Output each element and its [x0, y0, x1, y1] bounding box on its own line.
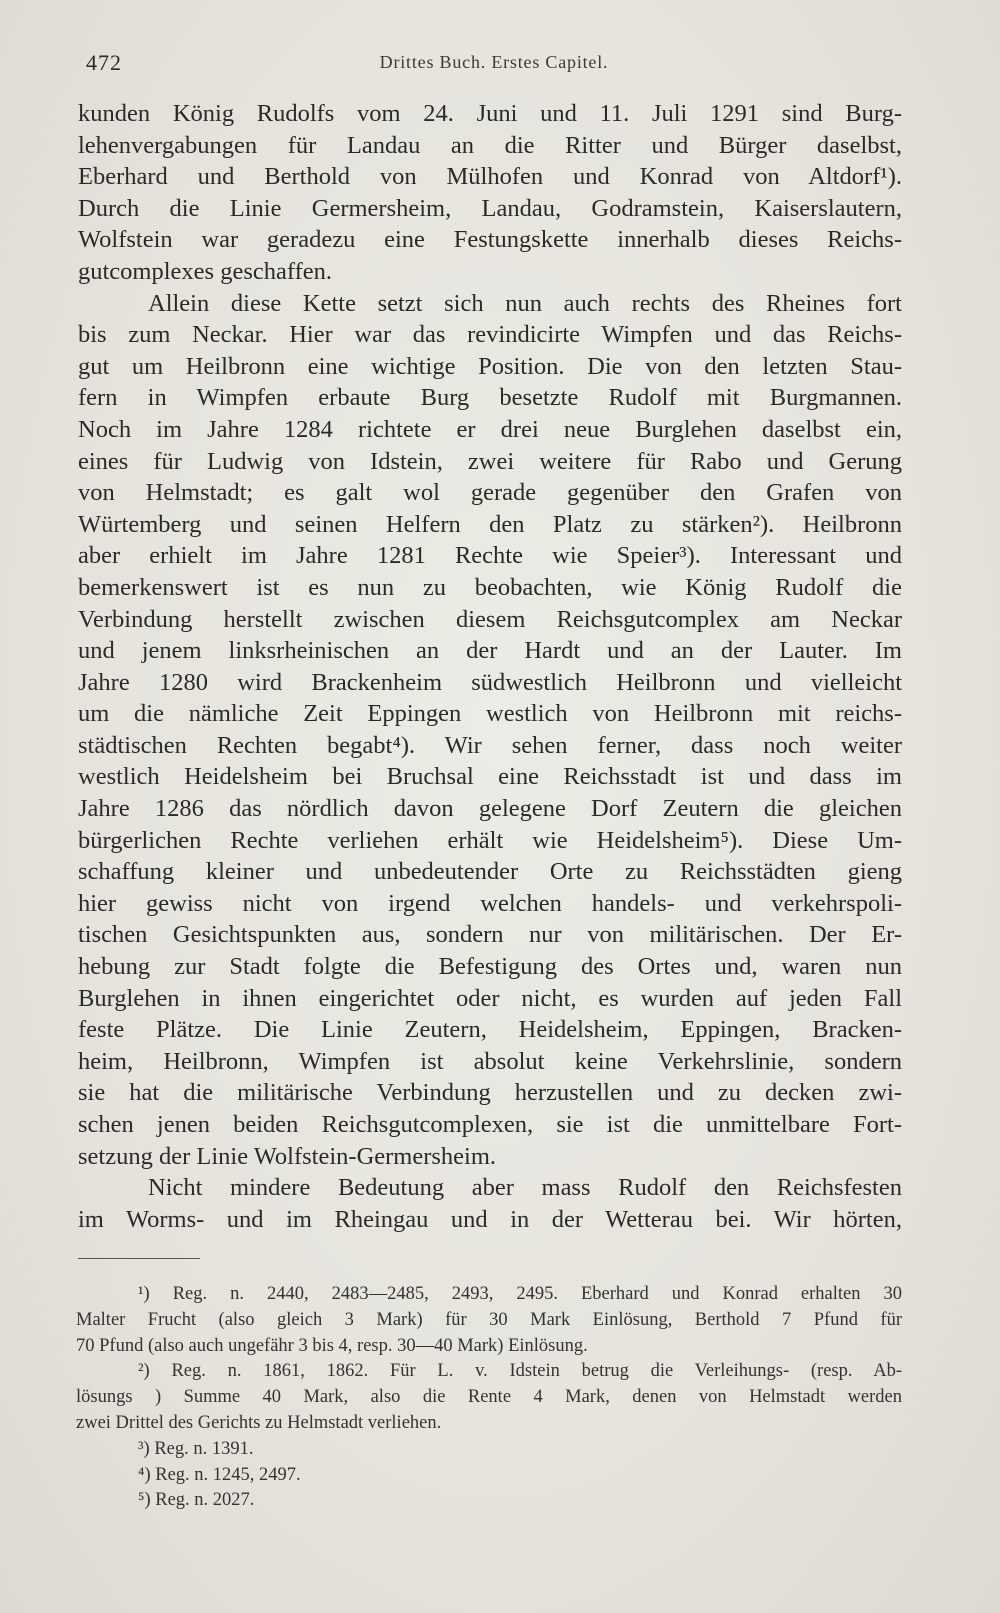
- text-line: Eberhard und Berthold von Mülhofen und Konrad von Altdorf¹).: [78, 163, 902, 191]
- text-line: bis zum Neckar. Hier war das revindicirte Wimpfen und das Reichs-: [78, 321, 902, 349]
- text-line: von Helmstadt; es galt wol gerade gegenüber den Grafen von: [78, 479, 902, 507]
- text-line: und jenem linksrheinischen an der Hardt und an der Lauter. Im: [78, 637, 902, 665]
- footnote-line: ⁴) Reg. n. 1245, 2497.: [138, 1464, 301, 1485]
- text-line: bemerkenswert ist es nun zu beobachten, wie König Rudolf die: [78, 573, 902, 601]
- footnote-line: ⁵) Reg. n. 2027.: [138, 1490, 255, 1511]
- text-line: um die nämliche Zeit Eppingen westlich von Heilbronn mit reichs-: [78, 700, 902, 728]
- footnote-line: ¹) Reg. n. 2440, 2483—2485, 2493, 2495. Eberhard und Konrad erhalten 30: [138, 1284, 902, 1304]
- text-line: schen jenen beiden Reichsgutcomplexen, sie ist die unmittelbare Fort-: [78, 1111, 902, 1138]
- footnote-line: lösungs ) Summe 40 Mark, also die Rente 4 Mark, denen von Helmstadt werden: [76, 1387, 902, 1408]
- text-line: hier gewiss nicht von irgend welchen handels- und verkehrspoli-: [78, 889, 902, 917]
- footnote-divider: [78, 1258, 200, 1259]
- text-line: hebung zur Stadt folgte die Befestigung des Ortes und, waren nun: [78, 953, 902, 981]
- text-line: Verbindung herstellt zwischen diesem Reichsgutcomplex am Neckar: [78, 605, 902, 633]
- footnote-line: ³) Reg. n. 1391.: [138, 1438, 254, 1459]
- text-line: Nicht mindere Bedeutung aber mass Rudolf den Reichsfesten: [148, 1174, 902, 1202]
- text-line: Durch die Linie Germersheim, Landau, Godramstein, Kaiserslautern,: [78, 194, 902, 222]
- text-line: Burglehen in ihnen eingerichtet oder nicht, es wurden auf jeden Fall: [78, 984, 902, 1012]
- text-line: städtischen Rechten begabt⁴). Wir sehen ferner, dass noch weiter: [78, 731, 902, 759]
- text-line: heim, Heilbronn, Wimpfen ist absolut keine Verkehrslinie, sondern: [78, 1047, 902, 1075]
- running-head: Drittes Buch. Erstes Capitel.: [379, 52, 609, 72]
- text-line: kunden König Rudolfs vom 24. Juni und 11. Juli 1291 sind Burg-: [78, 100, 902, 127]
- text-line: im Worms- und im Rheingau und in der Wetterau bei. Wir hörten,: [78, 1205, 902, 1233]
- text-line: eines für Ludwig von Idstein, zwei weitere für Rabo und Gerung: [78, 447, 902, 475]
- text-line: aber erhielt im Jahre 1281 Rechte wie Speier³). Interessant und: [78, 542, 902, 570]
- page-number: 472: [86, 50, 122, 75]
- text-line: westlich Heidelsheim bei Bruchsal eine Reichsstadt ist und dass im: [78, 763, 902, 791]
- footnote-line: zwei Drittel des Gerichts zu Helmstadt verliehen.: [76, 1412, 442, 1433]
- page-header: [86, 50, 902, 80]
- footnote-line: 70 Pfund (also auch ungefähr 3 bis 4, resp. 30—40 Mark) Einlösung.: [76, 1335, 588, 1356]
- main-text: [78, 98, 902, 1235]
- text-line: Jahre 1286 das nördlich davon gelegene Dorf Zeutern die gleichen: [78, 795, 902, 823]
- text-line: feste Plätze. Die Linie Zeutern, Heidelsheim, Eppingen, Bracken-: [78, 1016, 902, 1044]
- text-line: Noch im Jahre 1284 richtete er drei neue Burglehen daselbst ein,: [78, 415, 902, 443]
- footnote-line: Malter Frucht (also gleich 3 Mark) für 30 Mark Einlösung, Berthold 7 Pfund für: [76, 1309, 902, 1330]
- text-line: Wolfstein war geradezu eine Festungskette innerhalb dieses Reichs-: [78, 226, 902, 254]
- text-line: gut um Heilbronn eine wichtige Position. Die von den letzten Stau-: [78, 352, 902, 380]
- text-line: sie hat die militärische Verbindung herzustellen und zu decken zwi-: [78, 1079, 902, 1107]
- footnote-line: ²) Reg. n. 1861, 1862. Für L. v. Idstein betrug die Verleihungs- (resp. Ab-: [138, 1361, 902, 1382]
- text-line: Jahre 1280 wird Brackenheim südwestlich Heilbronn und vielleicht: [78, 668, 902, 696]
- text-line: bürgerlichen Rechte verliehen erhält wie Heidelsheim⁵). Diese Um-: [78, 826, 902, 854]
- text-line: fern in Wimpfen erbaute Burg besetzte Rudolf mit Burgmannen.: [78, 384, 902, 412]
- text-line: setzung der Linie Wolfstein-Germersheim.: [78, 1142, 497, 1170]
- text-line: lehenvergabungen für Landau an die Ritter und Bürger daselbst,: [78, 131, 902, 159]
- footnotes: [76, 1282, 902, 1514]
- text-line: Würtemberg und seinen Helfern den Platz zu stärken²). Heilbronn: [78, 510, 902, 538]
- text-line: gutcomplexes geschaffen.: [78, 257, 332, 285]
- text-line: schaffung kleiner und unbedeutender Orte zu Reichsstädten gieng: [78, 858, 902, 886]
- text-line: Allein diese Kette setzt sich nun auch rechts des Rheines fort: [148, 289, 902, 317]
- text-line: tischen Gesichtspunkten aus, sondern nur von militärischen. Der Er-: [78, 921, 902, 949]
